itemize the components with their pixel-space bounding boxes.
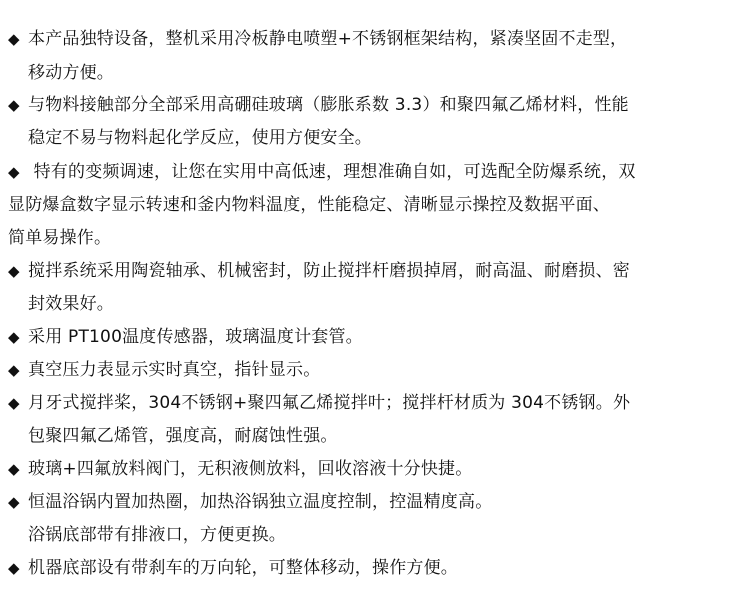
feature-line-continuation xyxy=(8,222,111,254)
feature-line xyxy=(8,387,630,419)
diamond-bullet-icon: ◆ xyxy=(8,361,20,379)
feature-line xyxy=(8,255,630,287)
diamond-bullet-icon: ◆ xyxy=(8,493,20,511)
feature-text: 玻璃+四氟放料阀门，无积液侧放料，回收溶液十分快捷。 xyxy=(28,459,473,479)
diamond-bullet-icon: ◆ xyxy=(8,559,20,577)
diamond-bullet-icon: ◆ xyxy=(8,394,20,412)
feature-line xyxy=(8,453,472,485)
feature-text: 搅拌系统采用陶瓷轴承、机械密封，防止搅拌杆磨损掉屑，耐高温、耐磨损、密 xyxy=(28,261,630,281)
feature-line-continuation xyxy=(8,57,114,89)
feature-line xyxy=(8,354,320,386)
feature-line xyxy=(8,552,458,584)
feature-text: 包聚四氟乙烯管，强度高，耐腐蚀性强。 xyxy=(28,426,338,446)
feature-line-continuation xyxy=(8,288,114,320)
diamond-bullet-icon: ◆ xyxy=(8,30,20,48)
feature-line xyxy=(8,321,363,353)
feature-line xyxy=(8,23,627,55)
feature-line xyxy=(8,89,629,121)
feature-text: 机器底部设有带刹车的万向轮，可整体移动，操作方便。 xyxy=(28,558,458,578)
feature-line-continuation xyxy=(8,122,372,154)
feature-line-continuation xyxy=(8,519,286,551)
feature-text: 恒温浴锅内置加热圈，加热浴锅独立温度控制，控温精度高。 xyxy=(28,492,493,512)
diamond-bullet-icon: ◆ xyxy=(8,262,20,280)
diamond-bullet-icon: ◆ xyxy=(8,460,20,478)
feature-text: 特有的变频调速，让您在实用中高低速，理想准确自如，可选配全防爆系统，双 xyxy=(28,162,636,182)
feature-text: 显防爆盒数字显示转速和釜内物料温度，性能稳定、清晰显示操控及数据平面、 xyxy=(8,195,610,215)
feature-text: 月牙式搅拌桨，304不锈钢+聚四氟乙烯搅拌叶；搅拌杆材质为 304不锈钢。外 xyxy=(28,393,631,413)
feature-line-continuation xyxy=(8,189,610,221)
feature-text: 本产品独特设备，整机采用冷板静电喷塑+不锈钢框架结构，紧凑坚固不走型， xyxy=(28,29,628,49)
feature-text: 封效果好。 xyxy=(28,294,114,314)
diamond-bullet-icon: ◆ xyxy=(8,328,20,346)
feature-text: 浴锅底部带有排液口，方便更换。 xyxy=(28,525,286,545)
feature-line xyxy=(8,486,492,518)
feature-text: 稳定不易与物料起化学反应，使用方便安全。 xyxy=(28,128,372,148)
feature-text: 与物料接触部分全部采用高硼硅玻璃（膨胀系数 3.3）和聚四氟乙烯材料，性能 xyxy=(28,95,629,115)
feature-line-continuation xyxy=(8,420,338,452)
feature-line xyxy=(8,156,636,188)
feature-text: 简单易操作。 xyxy=(8,228,112,248)
feature-text: 移动方便。 xyxy=(28,63,114,83)
diamond-bullet-icon: ◆ xyxy=(8,96,20,114)
feature-text: 采用 PT100温度传感器，玻璃温度计套管。 xyxy=(28,327,363,347)
diamond-bullet-icon: ◆ xyxy=(8,163,20,181)
feature-text: 真空压力表显示实时真空，指针显示。 xyxy=(28,360,321,380)
